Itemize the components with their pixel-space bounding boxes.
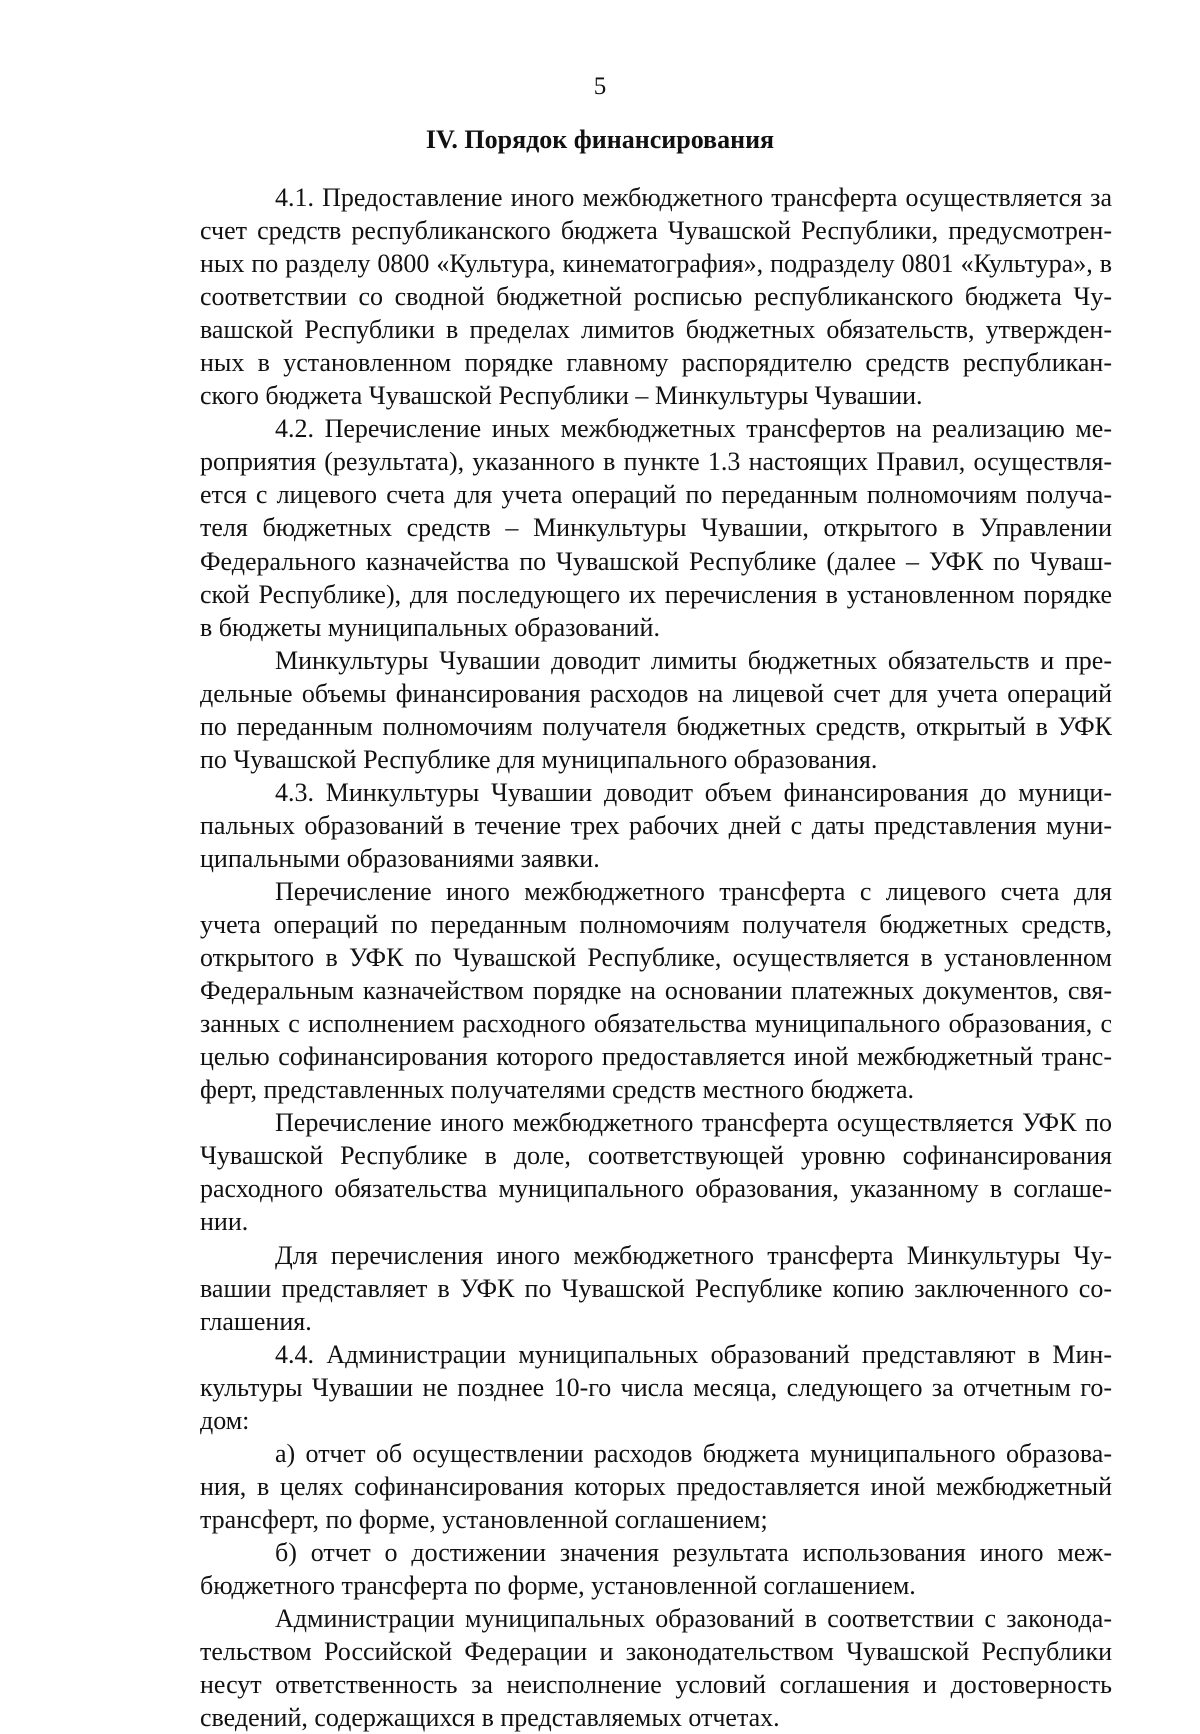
paragraph-4-1: 4.1. Предоставление иного межбюджетного трансферта осуществляется за счет средств республиканского бюджета Чувашской Республики, предусмотренных по разделу 0800 «Культура, кинематография», подразделу 0801 «Культура», в соответствии со сводной бюджетной росписью республиканского бюджета Чувашской Республики в пределах лимитов бюджетных обязательств, утвержденных в установленном порядке главному распорядителю средств республиканского бюджета Чувашской Республики – Минкультуры Чувашии.	[200, 183, 1112, 411]
paragraph-transfer-share: Перечисление иного межбюджетного трансферта осуществляется УФК по Чувашской Республике в доле, соответствующей уровню софинансирования расходного обязательства муниципального образования, указанному в соглашении.	[200, 1108, 1112, 1237]
paragraph-item-a: а) отчет об осуществлении расходов бюджета муниципального образования, в целях софинансирования которых предоставляется иной межбюджетный трансферт, по форме, установленной соглашением;	[200, 1438, 1112, 1534]
paragraph-agreement-copy: Для перечисления иного межбюджетного трансферта Минкультуры Чувашии представляет в УФК по Чувашской Республике копию заключенного соглашения.	[200, 1240, 1112, 1336]
paragraph-transfer-from-account: Перечисление иного межбюджетного трансферта с лицевого счета для учета операций по переданным полномочиям получателя бюджетных средств, открытого в УФК по Чувашской Республике, осуществляется в установленном Федеральным казначейством порядке на основании платежных документов, связанных с исполнением расходного обязательства муниципального образования, с целью софинансирования которого предоставляется иной межбюджетный трансферт, представленных получателями средств местного бюджета.	[200, 876, 1112, 1105]
section-title: IV. Порядок финансирования	[425, 125, 775, 154]
paragraph-4-4: 4.4. Администрации муниципальных образований представляют в Минкультуры Чувашии не позднее 10-го числа месяца, следующего за отчетным годом:	[200, 1339, 1112, 1435]
paragraph-limits: Минкультуры Чувашии доводит лимиты бюджетных обязательств и предельные объемы финансирования расходов на лицевой счет для учета операций по переданным полномочиям получателя бюджетных средств, открытый в УФК по Чувашской Республике для муниципального образования.	[200, 645, 1112, 774]
body-text	[200, 181, 1112, 1734]
page-number: 5	[593, 73, 607, 100]
paragraph-4-3: 4.3. Минкультуры Чувашии доводит объем финансирования до муниципальных образований в течение трех рабочих дней с даты представления муниципальными образованиями заявки.	[200, 777, 1112, 873]
paragraph-4-2: 4.2. Перечисление иных межбюджетных трансфертов на реализацию мероприятия (результата), указанного в пункте 1.3 настоящих Правил, осуществляется с лицевого счета для учета операций по переданным полномочиям получателя бюджетных средств – Минкультуры Чувашии, открытого в Управлении Федерального казначейства по Чувашской Республике (далее – УФК по Чувашской Республике), для последующего их перечисления в установленном порядке в бюджеты муниципальных образований.	[200, 414, 1112, 642]
paragraph-item-b: б) отчет о достижении значения результата использования иного межбюджетного трансферта по форме, установленной соглашением.	[200, 1537, 1112, 1600]
paragraph-responsibility: Администрации муниципальных образований в соответствии с законодательством Российской Федерации и законодательством Чувашской Республики несут ответственность за неисполнение условий соглашения и достоверность сведений, содержащихся в представляемых отчетах.	[200, 1604, 1112, 1733]
